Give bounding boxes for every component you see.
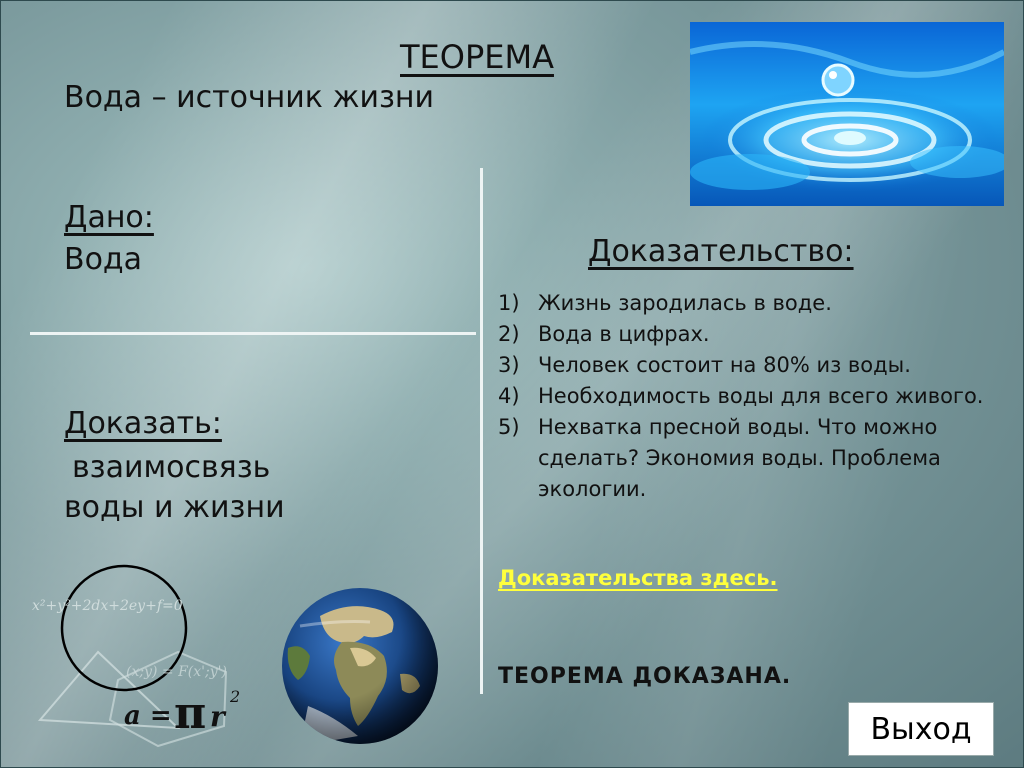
earth-globe-image (280, 586, 440, 746)
proof-item-number: 2) (498, 322, 520, 346)
proof-item-text: Человек состоит на 80% из воды. (538, 353, 911, 377)
prove-value-line2: воды и жизни (64, 490, 285, 525)
proof-item-number: 3) (498, 353, 520, 377)
exit-button-label: Выход (870, 711, 972, 747)
exit-button[interactable] (848, 702, 994, 756)
proof-item-text: Жизнь зародилась в воде. (538, 291, 832, 315)
formula-exponent: 2 (230, 687, 241, 706)
given-label-text: Дано: (64, 200, 154, 235)
proof-item (498, 381, 998, 412)
proof-item (498, 319, 998, 350)
prove-label (64, 406, 222, 441)
conclusion-text: ТЕОРЕМА ДОКАЗАНА. (498, 664, 792, 689)
proof-item-text: Вода в цифрах. (538, 322, 710, 346)
water-drop-image (690, 22, 1004, 206)
formula-lhs: a = (124, 701, 172, 731)
formula-pi: π (174, 688, 207, 739)
given-label (64, 200, 154, 235)
geometry-formula-image (28, 560, 278, 750)
formula-r: r (210, 700, 225, 733)
slide-subtitle: Вода – источник жизни (64, 80, 435, 115)
horizontal-divider (30, 332, 476, 335)
proof-item-text: Нехватка пресной воды. Что можно сделать? Экономия воды. Проблема экологии. (538, 415, 941, 501)
proof-item-number: 5) (498, 415, 520, 439)
proof-list (498, 288, 998, 505)
proof-item-number: 4) (498, 384, 520, 408)
prove-value-line1: взаимосвязь (72, 450, 271, 485)
proof-title: Доказательство: (588, 234, 854, 269)
math-equation-1: x²+y²+2dx+2ey+f=0 (32, 598, 183, 614)
proof-item (498, 350, 998, 381)
proof-item (498, 412, 998, 505)
proof-item-text: Необходимость воды для всего живого. (538, 384, 984, 408)
proof-item-number: 1) (498, 291, 520, 315)
given-value: Вода (64, 242, 143, 277)
proof-item (498, 288, 998, 319)
math-equation-2: (x;y) = F(x';y') (126, 664, 227, 680)
proof-link[interactable]: Доказательства здесь. (498, 566, 778, 590)
vertical-divider (480, 168, 483, 694)
slide-title: ТЕОРЕМА (400, 38, 554, 76)
prove-label-text: Доказать: (64, 406, 222, 441)
